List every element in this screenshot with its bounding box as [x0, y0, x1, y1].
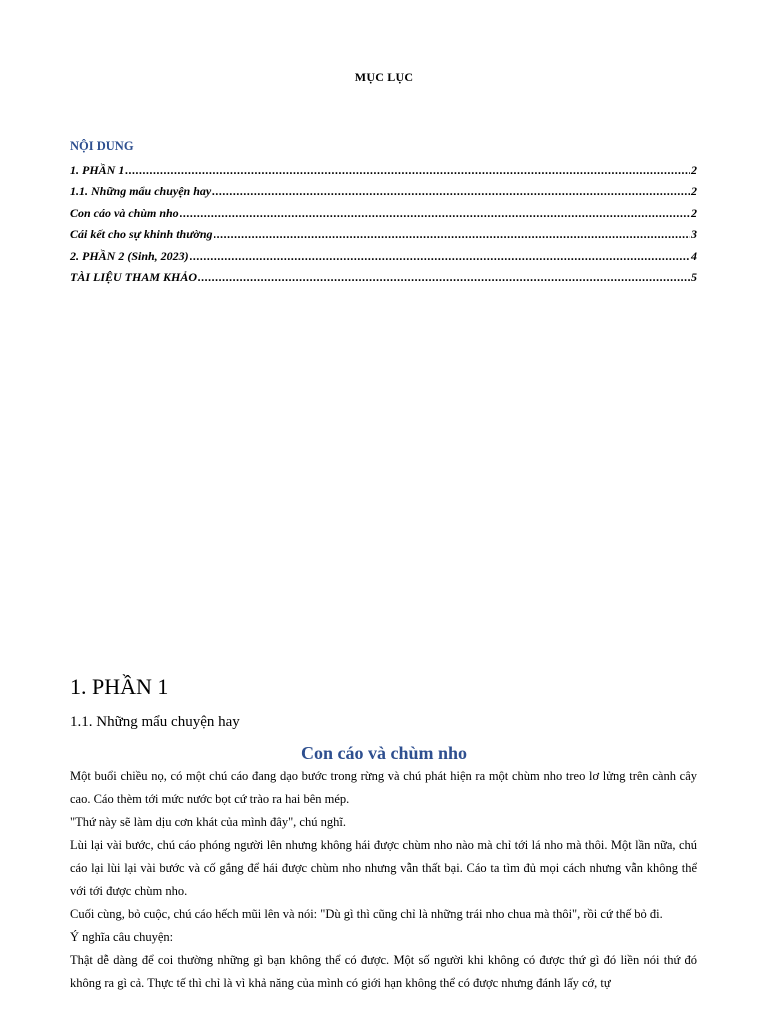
toc-title: MỤC LỤC — [354, 70, 414, 84]
toc-entry-text: 1.1. Những mẩu chuyện hay — [70, 184, 212, 199]
toc-entry-page: 5 — [691, 269, 697, 284]
paragraph: Ý nghĩa câu chuyện: — [70, 930, 174, 944]
heading-phan-1: 1. PHẦN 1 — [70, 674, 169, 699]
toc-header: NỘI DUNG — [70, 139, 134, 153]
toc-entry-page: 2 — [691, 184, 697, 199]
toc-entry-page: 2 — [691, 163, 697, 177]
toc-entry-text: TÀI LIỆU THAM KHẢO — [70, 269, 198, 284]
toc-leader-dots — [180, 206, 690, 221]
paragraph: Thật dễ dàng để coi thường những gì bạn không thể có được. Một số người khi không có được thứ gì đó liền nói thứ đó không ra gì cả. Thực tế thì chỉ là vì khả năng của mình có giới hạn không thể có được nhưng đánh lấy cớ, tự — [70, 953, 697, 990]
toc-entry-page: 2 — [691, 205, 697, 220]
toc-entry-text: Cái kết cho sự khinh thường — [70, 227, 213, 242]
paragraph: "Thứ này sẽ làm dịu cơn khát của mình đây", chú nghĩ. — [70, 815, 346, 829]
toc-entry-phan-1[interactable] — [70, 163, 697, 184]
toc-entry-phan-2[interactable] — [70, 249, 697, 270]
paragraph: Cuối cùng, bỏ cuộc, chú cáo hếch mũi lên và nói: "Dù gì thì cũng chỉ là những trái nho chua mà thôi", rồi cứ thế bỏ đi. — [70, 907, 663, 921]
toc-entry-nhung-mau-chuyen-hay[interactable] — [70, 184, 697, 205]
toc-entry-cai-ket[interactable] — [70, 227, 697, 248]
paragraph: Lùi lại vài bước, chú cáo phóng người lên nhưng không hái được chùm nho nào mà chỉ tới lá nho mà thôi. Một lần nữa, chú cáo lại lùi lại vài bước và cố gắng để hái được chùm nho nhưng vẫn thất bại. Cáo ta tìm đủ mọi cách nhưng vẫn không thể với tới được chùm nho. — [70, 838, 697, 898]
toc-entry-page: 4 — [691, 248, 697, 263]
toc-leader-dots — [214, 227, 690, 242]
story-body — [70, 765, 697, 995]
heading-nhung-mau-chuyen-hay: 1.1. Những mẩu chuyện hay — [70, 714, 240, 730]
toc-leader-dots — [190, 249, 690, 264]
toc-entry-text: 1. PHẦN 1 — [70, 163, 125, 177]
toc-leader-dots — [125, 163, 690, 178]
toc-list — [70, 163, 697, 291]
toc-leader-dots — [212, 184, 690, 199]
toc-entry-text: Con cáo và chùm nho — [70, 205, 179, 220]
toc-entry-tai-lieu-tham-khao[interactable] — [70, 270, 697, 291]
paragraph: Một buổi chiều nọ, có một chú cáo đang dạo bước trong rừng và chú phát hiện ra một chùm nho treo lơ lửng trên cành cây cao. Cáo thèm tới mức nước bọt cứ trào ra hai bên mép. — [70, 769, 697, 806]
story-title: Con cáo và chùm nho — [300, 743, 468, 763]
toc-entry-page: 3 — [691, 227, 697, 242]
toc-entry-con-cao-va-chum-nho[interactable] — [70, 206, 697, 227]
toc-leader-dots — [198, 270, 690, 285]
toc-entry-text: 2. PHẦN 2 (Sinh, 2023) — [70, 248, 189, 263]
